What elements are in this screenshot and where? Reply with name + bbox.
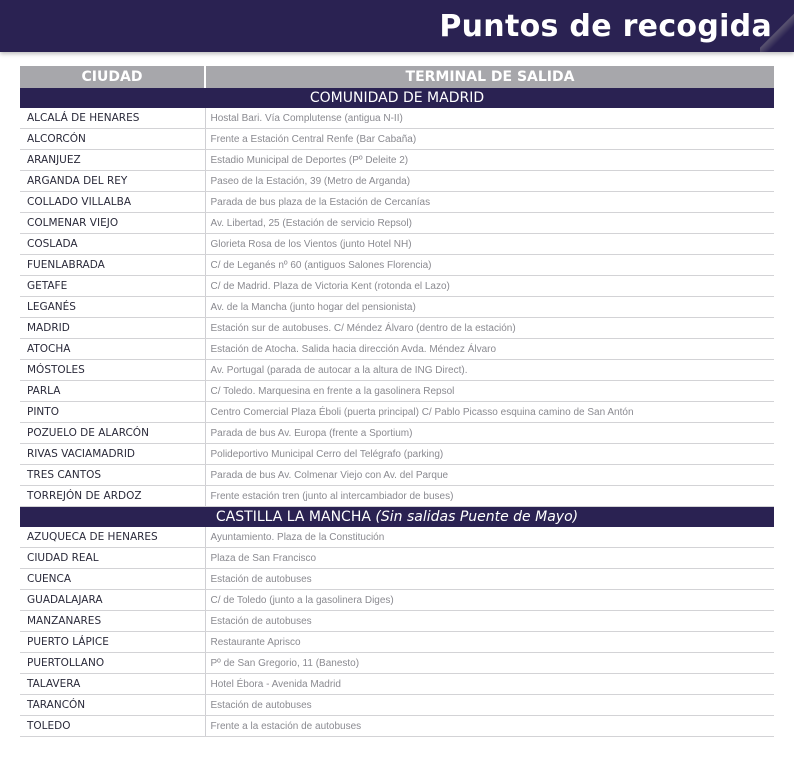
section-header-row	[20, 507, 774, 528]
terminal-cell: C/ Toledo. Marquesina en frente a la gasolinera Repsol	[205, 381, 774, 402]
terminal-cell: Estadio Municipal de Deportes (Pº Deleite 2)	[205, 150, 774, 171]
city-cell: PUERTO LÁPICE	[20, 632, 205, 653]
city-cell: PARLA	[20, 381, 205, 402]
terminal-cell: Parada de bus plaza de la Estación de Cercanías	[205, 192, 774, 213]
terminal-cell: Plaza de San Francisco	[205, 548, 774, 569]
column-header-terminal: TERMINAL DE SALIDA	[205, 66, 774, 88]
table-row	[20, 465, 774, 486]
section-header	[20, 88, 774, 108]
terminal-cell: Polideportivo Municipal Cerro del Telégrafo (parking)	[205, 444, 774, 465]
table-header-row	[20, 66, 774, 88]
terminal-cell: C/ de Madrid. Plaza de Victoria Kent (rotonda el Lazo)	[205, 276, 774, 297]
city-cell: TOLEDO	[20, 716, 205, 737]
table-row	[20, 234, 774, 255]
table-row	[20, 108, 774, 129]
table-row	[20, 276, 774, 297]
table-row	[20, 423, 774, 444]
city-cell: FUENLABRADA	[20, 255, 205, 276]
terminal-cell: Estación de Atocha. Salida hacia dirección Avda. Méndez Álvaro	[205, 339, 774, 360]
city-cell: COLLADO VILLALBA	[20, 192, 205, 213]
city-cell: TARANCÓN	[20, 695, 205, 716]
column-header-city: CIUDAD	[20, 66, 205, 88]
section-note: (Sin salidas Puente de Mayo)	[375, 509, 579, 525]
terminal-cell: Estación de autobuses	[205, 569, 774, 590]
city-cell: ATOCHA	[20, 339, 205, 360]
page-banner	[0, 0, 794, 52]
city-cell: PINTO	[20, 402, 205, 423]
city-cell: TRES CANTOS	[20, 465, 205, 486]
terminal-cell: Frente estación tren (junto al intercambiador de buses)	[205, 486, 774, 507]
table-row	[20, 569, 774, 590]
city-cell: AZUQUECA DE HENARES	[20, 527, 205, 548]
table-row	[20, 255, 774, 276]
city-cell: RIVAS VACIAMADRID	[20, 444, 205, 465]
section-title: CASTILLA LA MANCHA	[215, 509, 371, 525]
city-cell: CIUDAD REAL	[20, 548, 205, 569]
table-row	[20, 339, 774, 360]
table-row	[20, 674, 774, 695]
city-cell: COSLADA	[20, 234, 205, 255]
section-title: COMUNIDAD DE MADRID	[309, 90, 485, 106]
terminal-cell: Av. de la Mancha (junto hogar del pensionista)	[205, 297, 774, 318]
terminal-cell: Hotel Ébora - Avenida Madrid	[205, 674, 774, 695]
city-cell: CUENCA	[20, 569, 205, 590]
terminal-cell: Paseo de la Estación, 39 (Metro de Arganda)	[205, 171, 774, 192]
city-cell: TALAVERA	[20, 674, 205, 695]
city-cell: MADRID	[20, 318, 205, 339]
section-header	[20, 507, 774, 528]
terminal-cell: Hostal Bari. Vía Complutense (antigua N-II)	[205, 108, 774, 129]
city-cell: ALCALÁ DE HENARES	[20, 108, 205, 129]
table-row	[20, 527, 774, 548]
table-row	[20, 590, 774, 611]
terminal-cell: Estación sur de autobuses. C/ Méndez Álvaro (dentro de la estación)	[205, 318, 774, 339]
table-row	[20, 486, 774, 507]
table-row	[20, 171, 774, 192]
terminal-cell: Parada de bus Av. Colmenar Viejo con Av. del Parque	[205, 465, 774, 486]
city-cell: MÓSTOLES	[20, 360, 205, 381]
table-row	[20, 360, 774, 381]
table-row	[20, 632, 774, 653]
city-cell: TORREJÓN DE ARDOZ	[20, 486, 205, 507]
terminal-cell: Pº de San Gregorio, 11 (Banesto)	[205, 653, 774, 674]
table-row	[20, 611, 774, 632]
pickup-points-table	[20, 66, 774, 737]
section-header-row	[20, 88, 774, 108]
city-cell: POZUELO DE ALARCÓN	[20, 423, 205, 444]
terminal-cell: Frente a Estación Central Renfe (Bar Cabaña)	[205, 129, 774, 150]
terminal-cell: Av. Libertad, 25 (Estación de servicio Repsol)	[205, 213, 774, 234]
table-row	[20, 548, 774, 569]
table-row	[20, 653, 774, 674]
city-cell: COLMENAR VIEJO	[20, 213, 205, 234]
city-cell: MANZANARES	[20, 611, 205, 632]
table-row	[20, 444, 774, 465]
page-title: Puntos de recogida	[439, 9, 772, 44]
table-row	[20, 297, 774, 318]
terminal-cell: C/ de Leganés nº 60 (antiguos Salones Florencia)	[205, 255, 774, 276]
table-row	[20, 213, 774, 234]
table-row	[20, 192, 774, 213]
terminal-cell: Restaurante Aprisco	[205, 632, 774, 653]
city-cell: ALCORCÓN	[20, 129, 205, 150]
table-row	[20, 402, 774, 423]
table-row	[20, 129, 774, 150]
terminal-cell: Ayuntamiento. Plaza de la Constitución	[205, 527, 774, 548]
table-row	[20, 695, 774, 716]
table-row	[20, 381, 774, 402]
table-body	[20, 88, 774, 737]
terminal-cell: Centro Comercial Plaza Éboli (puerta principal) C/ Pablo Picasso esquina camino de San Antón	[205, 402, 774, 423]
terminal-cell: Parada de bus Av. Europa (frente a Sportium)	[205, 423, 774, 444]
terminal-cell: Glorieta Rosa de los Vientos (junto Hotel NH)	[205, 234, 774, 255]
city-cell: LEGANÉS	[20, 297, 205, 318]
terminal-cell: Av. Portugal (parada de autocar a la altura de ING Direct).	[205, 360, 774, 381]
table-row	[20, 716, 774, 737]
table-row	[20, 150, 774, 171]
city-cell: PUERTOLLANO	[20, 653, 205, 674]
city-cell: GUADALAJARA	[20, 590, 205, 611]
terminal-cell: Frente a la estación de autobuses	[205, 716, 774, 737]
city-cell: ARGANDA DEL REY	[20, 171, 205, 192]
city-cell: GETAFE	[20, 276, 205, 297]
terminal-cell: Estación de autobuses	[205, 695, 774, 716]
terminal-cell: Estación de autobuses	[205, 611, 774, 632]
terminal-cell: C/ de Toledo (junto a la gasolinera Diges)	[205, 590, 774, 611]
table-row	[20, 318, 774, 339]
city-cell: ARANJUEZ	[20, 150, 205, 171]
